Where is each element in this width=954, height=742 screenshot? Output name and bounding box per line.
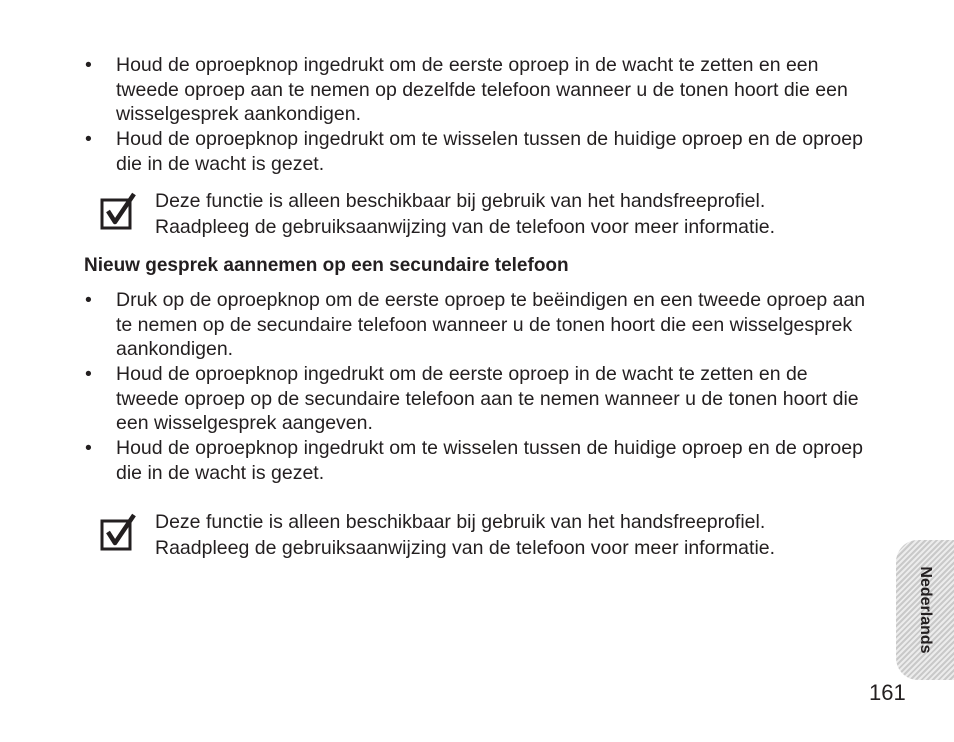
bullet-dot: • <box>85 437 92 459</box>
note-text <box>155 510 900 561</box>
list-item-text: Houd de oproepknop ingedrukt om te wisselen tussen de huidige oproep en de oproep die in de wacht is gezet. <box>116 128 863 175</box>
list-item-text: Houd de oproepknop ingedrukt om de eerste oproep in de wacht te zetten en de tweede oproep op de secundaire telefoon aan te nemen wanneer u de tonen hoort die een wisselgesprek aangeven. <box>116 363 859 434</box>
language-tab-label: Nederlands <box>917 566 934 654</box>
bullet-list-2 <box>84 288 874 486</box>
list-item-text: Houd de oproepknop ingedrukt om de eerste oproep in de wacht te zetten en een tweede oproep aan te nemen op dezelfde telefoon wanneer u de tonen hoort die een wisselgesprek aankondigen. <box>116 54 848 125</box>
note-line: Raadpleeg de gebruiksaanwijzing van de telefoon voor meer informatie. <box>155 536 776 559</box>
note-block-2 <box>100 510 900 561</box>
bullet-dot: • <box>85 289 92 311</box>
list-item-text: Houd de oproepknop ingedrukt om te wisselen tussen de huidige oproep en de oproep die in de wacht is gezet. <box>116 437 863 484</box>
note-line: Raadpleeg de gebruiksaanwijzing van de telefoon voor meer informatie. <box>155 215 776 238</box>
note-block-1 <box>100 189 900 240</box>
list-item <box>84 436 874 485</box>
page-number: 161 <box>869 680 906 705</box>
list-item <box>84 127 874 176</box>
bullet-dot: • <box>85 128 92 150</box>
checkbox-check-icon <box>100 513 138 551</box>
list-item <box>84 362 874 436</box>
list-item <box>84 53 874 127</box>
language-side-tab <box>896 540 954 680</box>
bullet-dot: • <box>85 363 92 385</box>
bullet-dot: • <box>85 54 92 76</box>
checkbox-check-icon <box>100 192 138 230</box>
note-text <box>155 189 900 240</box>
list-item-text: Druk op de oproepknop om de eerste oproep te beëindigen en een tweede oproep aan te nemen op de secundaire telefoon wanneer u de tonen hoort die een wisselgesprek aankondigen. <box>116 289 866 360</box>
section-heading: Nieuw gesprek aannemen op een secundaire telefoon <box>84 255 569 276</box>
list-item <box>84 288 874 362</box>
note-line: Deze functie is alleen beschikbaar bij gebruik van het handsfreeprofiel. <box>155 190 766 212</box>
note-line: Deze functie is alleen beschikbaar bij gebruik van het handsfreeprofiel. <box>155 511 766 533</box>
bullet-list-1 <box>84 53 874 177</box>
